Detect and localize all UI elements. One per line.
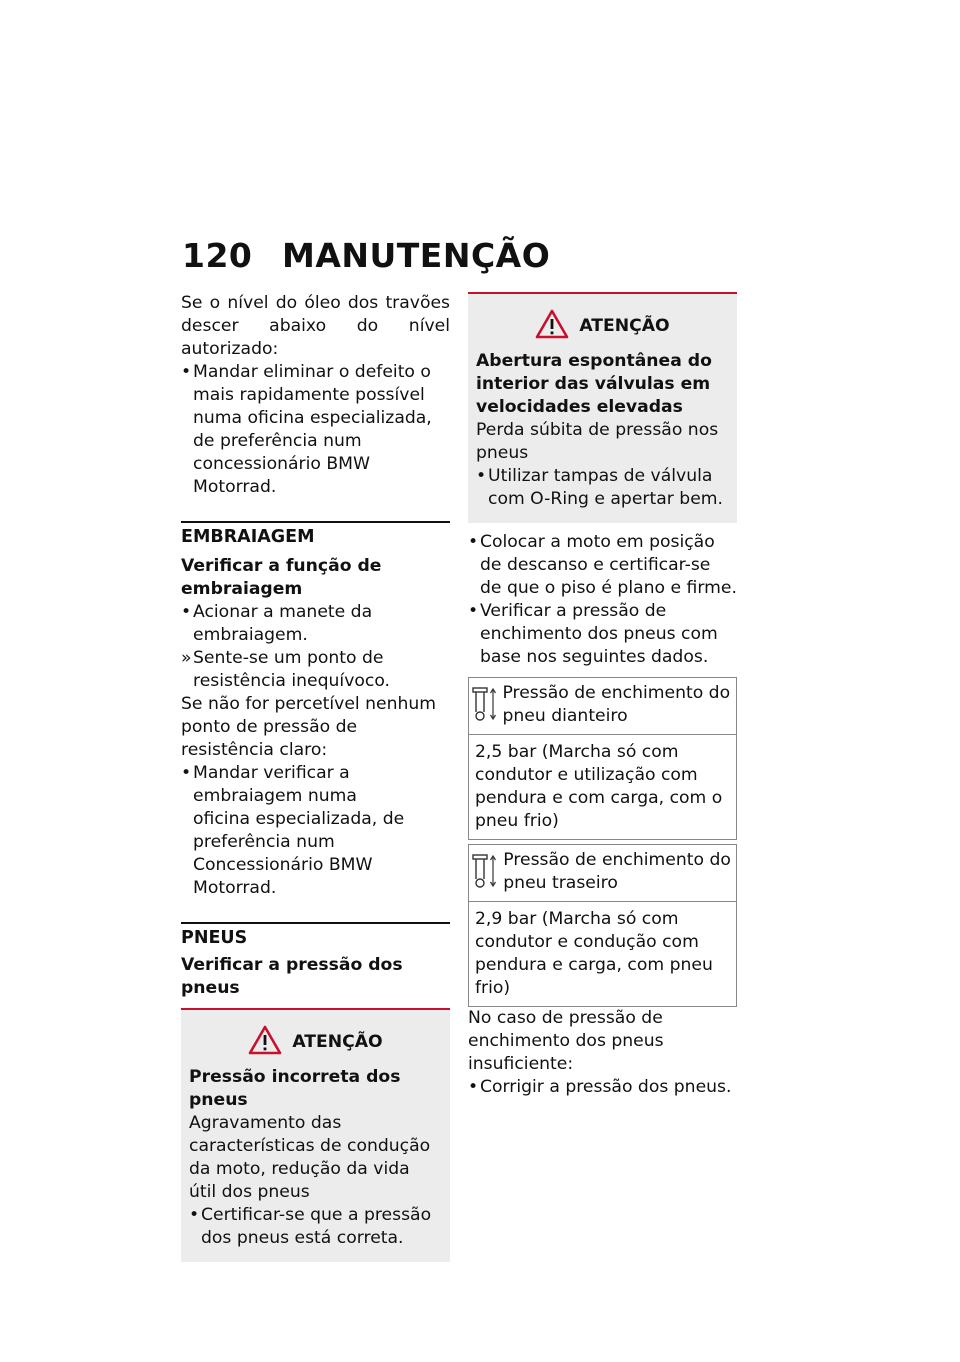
spec-label: Pressão de enchimento do pneu dianteiro — [502, 683, 731, 726]
warning-title: Pressão incorreta dos pneus — [189, 1067, 401, 1110]
bullet-marker: • — [468, 532, 479, 552]
spec-label: Pressão de enchimento do pneu traseiro — [503, 850, 731, 893]
warning-bullets — [476, 465, 729, 511]
bullet-marker: • — [476, 466, 487, 486]
intro-bullet-list — [181, 361, 450, 499]
section-title-clutch: EMBRAIAGEM — [181, 527, 315, 547]
warning-box-pressure — [181, 1008, 450, 1262]
section-divider — [181, 521, 450, 523]
warning-text: Perda súbita de pressão nos pneus — [476, 420, 719, 463]
warning-header — [189, 1022, 442, 1062]
bullet-marker: • — [468, 601, 479, 621]
bullet-marker: • — [181, 763, 192, 783]
spec-table-front — [468, 677, 737, 840]
warning-text: Agravamento das características de condução da moto, redução da vida útil dos pneus — [189, 1113, 431, 1202]
warning-title: Abertura espontânea do interior das válvulas em velocidades elevadas — [476, 351, 712, 417]
right-column — [468, 292, 737, 1099]
list-item: • Corrigir a pressão dos pneus. — [468, 1077, 732, 1097]
page-header — [182, 236, 550, 275]
clutch-steps-2 — [181, 762, 416, 900]
left-column — [181, 292, 450, 1262]
subsection-title-clutch: Verificar a função de embraiagem — [181, 556, 382, 599]
spec-table-rear — [468, 844, 737, 1007]
bullet-marker: • — [181, 362, 192, 382]
list-item: • Colocar a moto em posição de descanso e certificar-se de que o piso é plano e firme. — [468, 532, 737, 598]
tyre-steps — [468, 531, 737, 669]
section-divider — [181, 922, 450, 924]
brake-fluid-intro: Se o nível do óleo dos travões descer abaixo do nível autorizado: — [181, 293, 450, 359]
list-item: • Certificar-se que a pressão dos pneus está correta. — [189, 1205, 432, 1248]
bullet-marker: • — [468, 1077, 479, 1097]
subsection-title-tyres: Verificar a pressão dos pneus — [181, 955, 403, 998]
closing-bullets — [468, 1076, 737, 1099]
page-number: 120 — [182, 236, 253, 275]
warning-box-valve — [468, 292, 737, 523]
result-marker: » — [181, 648, 192, 668]
warning-bullets — [189, 1204, 442, 1250]
list-item: • Mandar verificar a embraiagem numa oficina especializada, de preferência num Concessionário BMW Motorrad. — [181, 763, 405, 898]
warning-label: ATENÇÃO — [292, 1032, 383, 1052]
closing-paragraph: No caso de pressão de enchimento dos pneus insuficiente: — [468, 1008, 664, 1074]
spec-value: 2,9 bar (Marcha só com condutor e condução com pendura e carga, com pneu frio) — [475, 909, 713, 998]
warning-triangle-icon — [535, 309, 569, 343]
list-item: • Utilizar tampas de válvula com O-Ring e apertar bem. — [476, 466, 723, 509]
clutch-paragraph: Se não for percetível nenhum ponto de pressão de resistência claro: — [181, 694, 437, 760]
warning-header — [476, 306, 729, 346]
bullet-marker: • — [181, 602, 192, 622]
bullet-marker: • — [189, 1205, 200, 1225]
clutch-steps — [181, 601, 450, 693]
section-title-tyres: PNEUS — [181, 928, 248, 948]
warning-label: ATENÇÃO — [579, 316, 670, 336]
tire-pressure-gauge-icon — [469, 845, 499, 901]
page-title: MANUTENÇÃO — [282, 236, 551, 275]
warning-triangle-icon — [248, 1025, 282, 1059]
list-item: • Acionar a manete da embraiagem. — [181, 602, 373, 645]
tire-pressure-gauge-icon — [469, 678, 498, 734]
list-item: » Sente-se um ponto de resistência inequívoco. — [181, 648, 391, 691]
spec-value: 2,5 bar (Marcha só com condutor e utilização com pendura e com carga, com o pneu frio) — [475, 742, 723, 831]
list-item: • Mandar eliminar o defeito o mais rapidamente possível numa oficina especializada, de preferência num concessionário BMW Motorrad. — [181, 362, 432, 497]
list-item: • Verificar a pressão de enchimento dos pneus com base nos seguintes dados. — [468, 601, 718, 667]
